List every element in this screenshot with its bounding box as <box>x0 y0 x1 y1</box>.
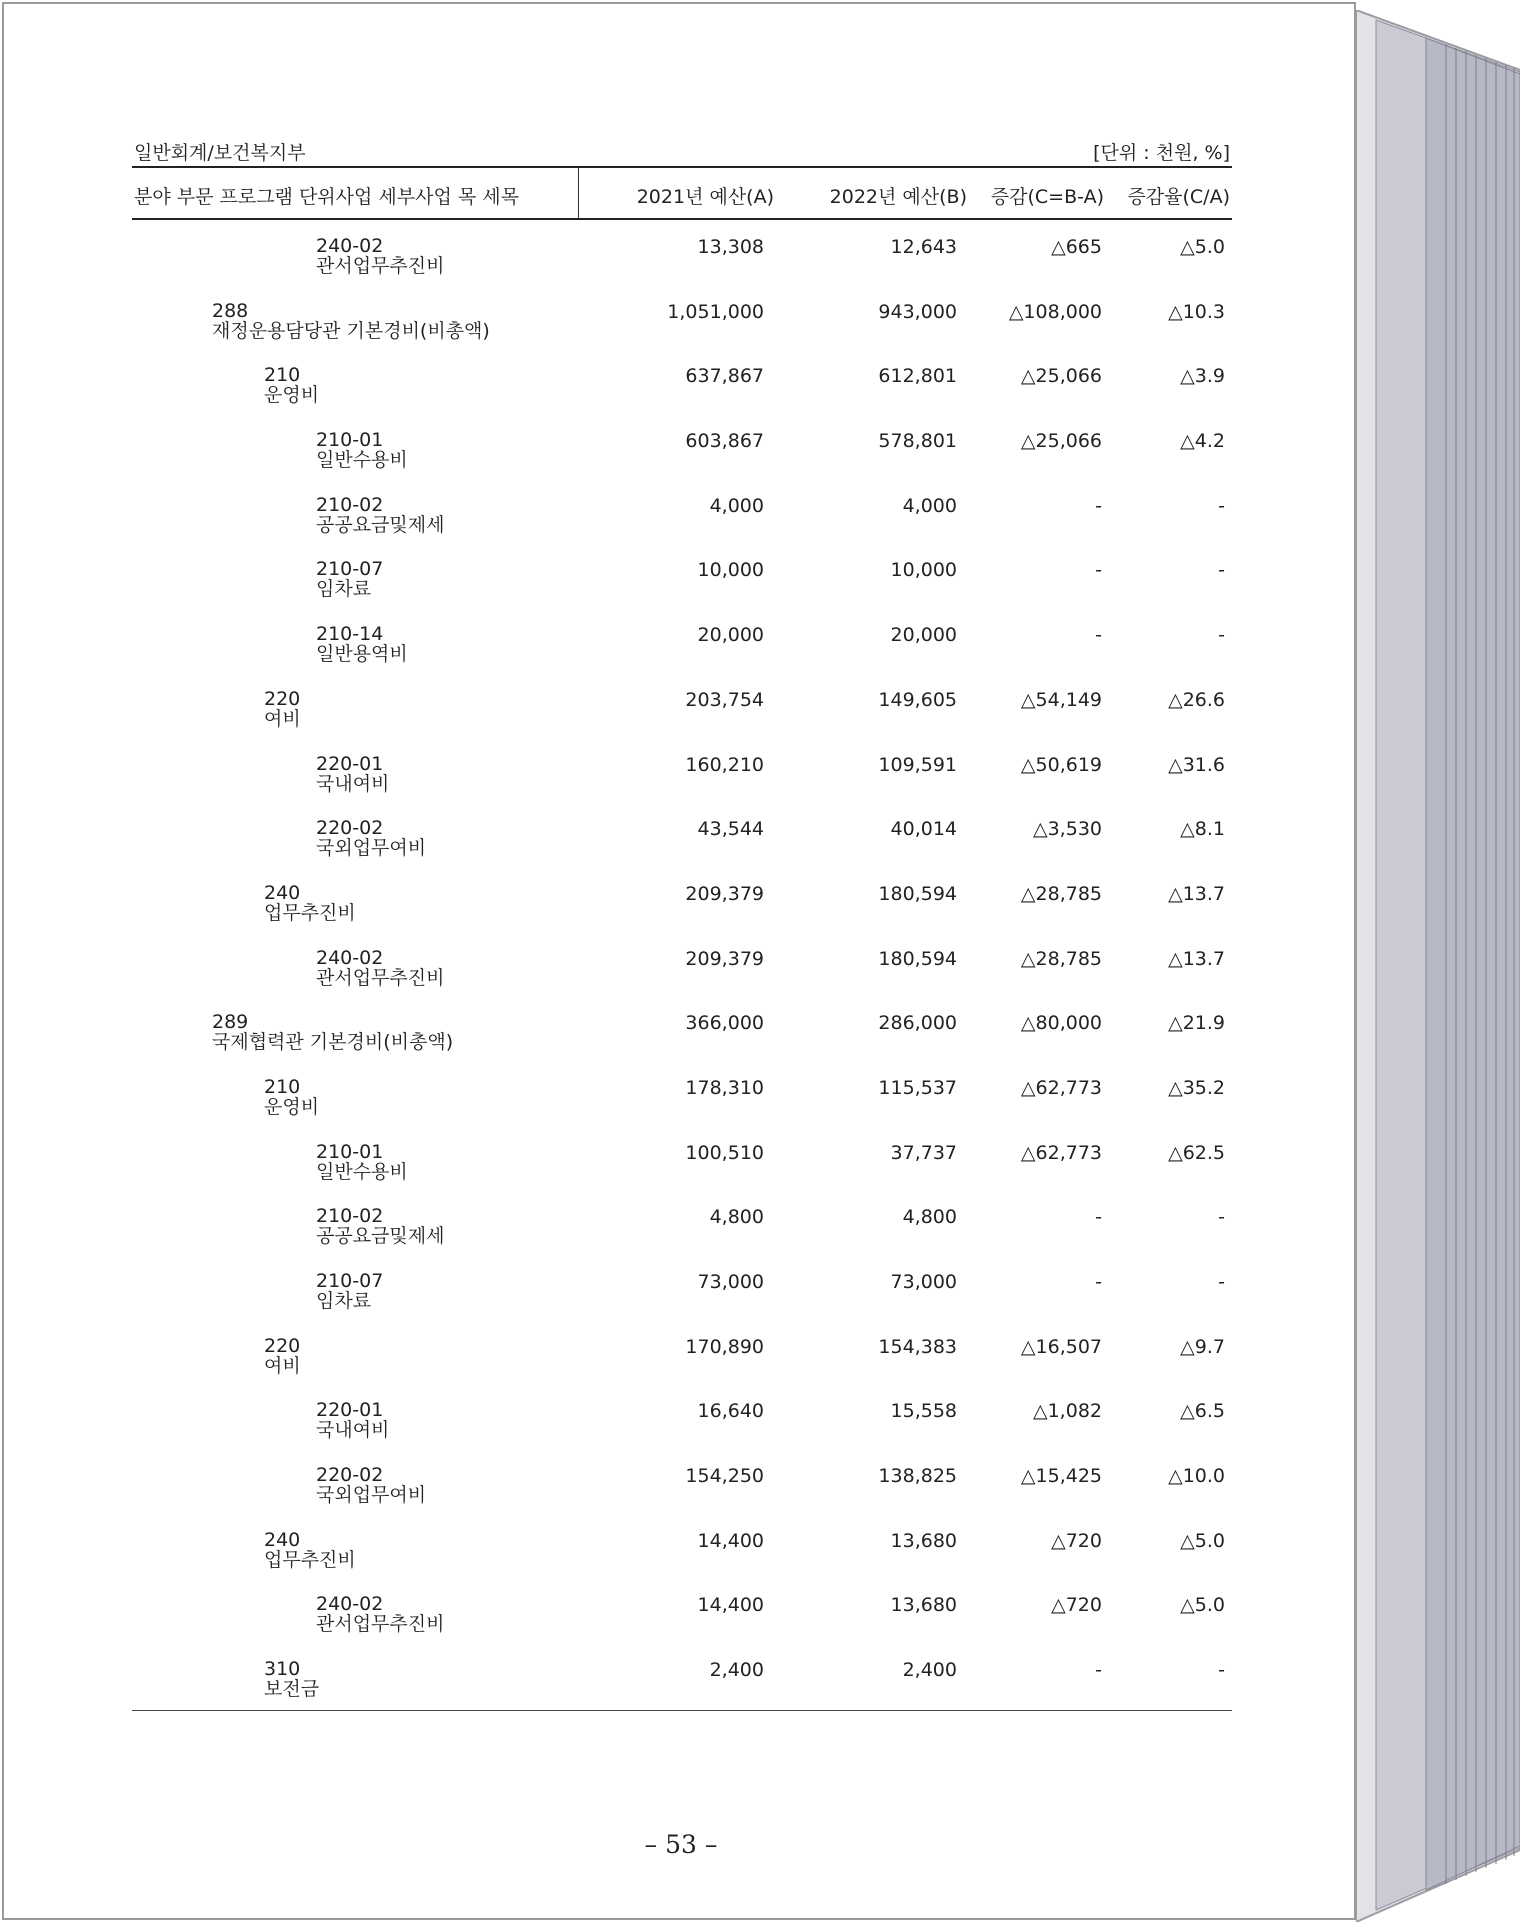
row-label <box>316 818 426 858</box>
row-name: 업무추진비 <box>264 1548 356 1571</box>
row-label <box>316 495 444 535</box>
table-header <box>132 168 1232 220</box>
budget-table <box>132 134 1232 1711</box>
row-name: 국내여비 <box>316 772 390 795</box>
table-row <box>132 349 1232 414</box>
table-row <box>132 1578 1232 1643</box>
change-rate-value: △8.1 <box>1180 818 1225 841</box>
change-value: △720 <box>1051 1594 1102 1617</box>
change-value: △28,785 <box>1020 947 1102 970</box>
budget-2021-value: 10,000 <box>697 559 764 582</box>
row-name: 국외업무여비 <box>316 1484 427 1507</box>
budget-2022-value: 138,825 <box>878 1465 957 1488</box>
row-label <box>264 1336 301 1376</box>
change-rate-value: △31.6 <box>1168 753 1225 776</box>
budget-2021-value: 13,308 <box>697 236 764 258</box>
table-row <box>132 1384 1232 1449</box>
budget-2021-value: 1,051,000 <box>667 300 764 323</box>
change-rate-value: △3.9 <box>1180 365 1225 388</box>
row-name: 공공요금및제세 <box>316 1225 445 1248</box>
change-rate-value: △26.6 <box>1168 688 1225 711</box>
row-name: 재정운용담당관 기본경비(비총액) <box>212 319 490 342</box>
table-row <box>132 285 1232 350</box>
row-label <box>316 236 444 276</box>
budget-2022-value: 109,591 <box>878 753 957 776</box>
table-row <box>132 802 1232 867</box>
change-value: - <box>1095 559 1102 582</box>
table-row <box>132 1126 1232 1191</box>
row-label <box>316 754 389 794</box>
budget-2021-value: 209,379 <box>685 882 764 905</box>
row-label <box>316 1465 426 1505</box>
change-rate-value: △10.0 <box>1168 1465 1225 1488</box>
row-name: 여비 <box>264 1354 301 1377</box>
change-rate-value: - <box>1218 1271 1225 1293</box>
row-code: 240 <box>264 881 301 904</box>
table-body <box>132 220 1232 1708</box>
row-name: 운영비 <box>264 384 320 407</box>
change-rate-value: - <box>1218 559 1225 582</box>
row-code: 220 <box>264 1334 301 1357</box>
row-code: 240-02 <box>316 235 384 257</box>
row-code: 210 <box>264 1075 301 1098</box>
row-name: 보전금 <box>264 1678 320 1701</box>
row-label <box>316 1400 389 1440</box>
budget-2021-value: 4,800 <box>709 1206 764 1229</box>
row-label <box>264 1530 356 1570</box>
change-value: △80,000 <box>1020 1012 1102 1035</box>
change-value: △720 <box>1051 1529 1102 1552</box>
change-value: △1,082 <box>1032 1400 1102 1423</box>
change-rate-value: △9.7 <box>1180 1335 1225 1358</box>
budget-2021-value: 73,000 <box>697 1271 764 1293</box>
budget-2021-value: 14,400 <box>697 1529 764 1552</box>
row-code: 210-07 <box>316 558 384 581</box>
table-row <box>132 543 1232 608</box>
change-value: - <box>1095 1659 1102 1682</box>
header-rate: 증감율(C/A) <box>1127 186 1230 208</box>
change-value: △108,000 <box>1008 300 1102 323</box>
budget-2021-value: 178,310 <box>685 1076 764 1099</box>
budget-2022-value: 180,594 <box>878 882 957 905</box>
header-2022: 2022년 예산(B) <box>829 186 967 208</box>
row-code: 210-01 <box>316 429 384 452</box>
budget-2022-value: 4,000 <box>902 494 957 517</box>
row-label <box>316 1142 408 1182</box>
budget-2021-value: 20,000 <box>697 624 764 647</box>
row-name: 국내여비 <box>316 1419 390 1442</box>
budget-2022-value: 149,605 <box>878 688 957 711</box>
budget-2022-value: 180,594 <box>878 947 957 970</box>
table-row <box>132 1449 1232 1514</box>
row-name: 국외업무여비 <box>316 837 427 860</box>
table-row <box>132 932 1232 997</box>
unit-label: [단위 : 천원, %] <box>1093 142 1230 164</box>
table-row <box>132 479 1232 544</box>
row-label <box>316 948 444 988</box>
row-label <box>316 624 408 664</box>
change-value: △25,066 <box>1020 430 1102 453</box>
row-label <box>264 689 301 729</box>
budget-2022-value: 115,537 <box>878 1076 957 1099</box>
table-row <box>132 1255 1232 1320</box>
change-value: - <box>1095 624 1102 647</box>
budget-2022-value: 12,643 <box>890 236 957 258</box>
table-bottom-rule <box>132 1710 1232 1711</box>
account-label: 일반회계/보건복지부 <box>134 142 306 164</box>
table-row <box>132 1061 1232 1126</box>
row-code: 220 <box>264 687 301 710</box>
budget-2022-value: 73,000 <box>890 1271 957 1293</box>
change-value: - <box>1095 1206 1102 1229</box>
change-value: △50,619 <box>1020 753 1102 776</box>
row-label <box>316 1206 444 1246</box>
change-rate-value: △35.2 <box>1168 1076 1225 1099</box>
budget-2022-value: 13,680 <box>890 1529 957 1552</box>
row-code: 210-02 <box>316 493 384 516</box>
change-rate-value: △4.2 <box>1180 430 1225 453</box>
budget-2021-value: 160,210 <box>685 753 764 776</box>
row-name: 일반수용비 <box>316 1160 408 1183</box>
change-value: △3,530 <box>1032 818 1102 841</box>
row-label <box>264 365 319 405</box>
budget-2022-value: 20,000 <box>890 624 957 647</box>
row-code: 240 <box>264 1528 301 1551</box>
row-name: 일반수용비 <box>316 449 408 472</box>
table-row <box>132 1514 1232 1579</box>
table-row <box>132 738 1232 803</box>
row-name: 관서업무추진비 <box>316 966 445 989</box>
header-2021: 2021년 예산(A) <box>636 186 774 208</box>
table-row <box>132 608 1232 673</box>
change-rate-value: △5.0 <box>1180 236 1225 258</box>
row-code: 210-01 <box>316 1140 384 1163</box>
row-name: 임차료 <box>316 1290 372 1312</box>
row-label <box>316 430 408 470</box>
budget-2021-value: 2,400 <box>709 1659 764 1682</box>
change-value: △25,066 <box>1020 365 1102 388</box>
budget-2022-value: 2,400 <box>902 1659 957 1682</box>
change-rate-value: - <box>1218 624 1225 647</box>
change-rate-value: △13.7 <box>1168 947 1225 970</box>
row-code: 220-01 <box>316 1399 384 1422</box>
budget-2021-value: 637,867 <box>685 365 764 388</box>
row-name: 관서업무추진비 <box>316 255 445 277</box>
table-meta <box>132 134 1232 166</box>
header-classification: 분야 부문 프로그램 단위사업 세부사업 목 세목 <box>134 186 519 208</box>
change-rate-value: △13.7 <box>1168 882 1225 905</box>
budget-2021-value: 43,544 <box>697 818 764 841</box>
table-row <box>132 1643 1232 1708</box>
header-diff: 증감(C=B-A) <box>990 186 1104 208</box>
row-name: 업무추진비 <box>264 901 356 924</box>
change-value: △665 <box>1051 236 1102 258</box>
book-page-edges <box>1356 10 1520 1922</box>
row-code: 210 <box>264 364 301 387</box>
row-label <box>212 1012 453 1052</box>
budget-2021-value: 603,867 <box>685 430 764 453</box>
budget-2022-value: 612,801 <box>878 365 957 388</box>
document-page <box>2 2 1356 1920</box>
row-name: 관서업무추진비 <box>316 1613 445 1636</box>
change-value: △28,785 <box>1020 882 1102 905</box>
row-label <box>264 1077 319 1117</box>
row-label <box>212 301 490 341</box>
row-code: 288 <box>212 299 249 322</box>
budget-2021-value: 154,250 <box>685 1465 764 1488</box>
change-rate-value: - <box>1218 1206 1225 1229</box>
budget-2022-value: 286,000 <box>878 1012 957 1035</box>
change-value: △16,507 <box>1020 1335 1102 1358</box>
row-code: 210-14 <box>316 623 384 646</box>
row-code: 289 <box>212 1011 249 1034</box>
budget-2022-value: 10,000 <box>890 559 957 582</box>
budget-2021-value: 100,510 <box>685 1141 764 1164</box>
change-value: - <box>1095 494 1102 517</box>
row-label <box>316 1271 383 1311</box>
row-code: 210-02 <box>316 1205 384 1228</box>
budget-2022-value: 37,737 <box>890 1141 957 1164</box>
change-rate-value: △5.0 <box>1180 1594 1225 1617</box>
budget-2022-value: 13,680 <box>890 1594 957 1617</box>
change-rate-value: △6.5 <box>1180 1400 1225 1423</box>
row-code: 310 <box>264 1658 301 1681</box>
row-name: 일반용역비 <box>316 643 408 666</box>
row-label <box>264 1659 319 1699</box>
change-rate-value: △21.9 <box>1168 1012 1225 1035</box>
budget-2021-value: 4,000 <box>709 494 764 517</box>
change-value: - <box>1095 1271 1102 1293</box>
change-rate-value: △5.0 <box>1180 1529 1225 1552</box>
budget-2022-value: 578,801 <box>878 430 957 453</box>
table-row <box>132 1190 1232 1255</box>
table-row <box>132 414 1232 479</box>
budget-2022-value: 154,383 <box>878 1335 957 1358</box>
change-rate-value: △10.3 <box>1168 300 1225 323</box>
table-row <box>132 673 1232 738</box>
budget-2022-value: 943,000 <box>878 300 957 323</box>
change-rate-value: - <box>1218 1659 1225 1682</box>
row-name: 공공요금및제세 <box>316 513 445 536</box>
table-row <box>132 220 1232 285</box>
row-label <box>264 883 356 923</box>
row-name: 운영비 <box>264 1095 320 1118</box>
change-value: △62,773 <box>1020 1076 1102 1099</box>
row-label <box>316 559 383 599</box>
change-rate-value: △62.5 <box>1168 1141 1225 1164</box>
table-row <box>132 1320 1232 1385</box>
budget-2021-value: 209,379 <box>685 947 764 970</box>
row-code: 220-02 <box>316 817 384 840</box>
budget-2022-value: 40,014 <box>890 818 957 841</box>
row-code: 220-02 <box>316 1464 384 1487</box>
row-label <box>316 1594 444 1634</box>
table-row <box>132 867 1232 932</box>
row-code: 240-02 <box>316 946 384 969</box>
table-row <box>132 996 1232 1061</box>
budget-2021-value: 203,754 <box>685 688 764 711</box>
page-number: – 53 – <box>644 1830 718 1859</box>
change-value: △54,149 <box>1020 688 1102 711</box>
budget-2022-value: 4,800 <box>902 1206 957 1229</box>
change-rate-value: - <box>1218 494 1225 517</box>
row-name: 임차료 <box>316 578 372 601</box>
row-name: 여비 <box>264 707 301 730</box>
budget-2021-value: 170,890 <box>685 1335 764 1358</box>
change-value: △62,773 <box>1020 1141 1102 1164</box>
change-value: △15,425 <box>1020 1465 1102 1488</box>
budget-2021-value: 16,640 <box>697 1400 764 1423</box>
budget-2021-value: 366,000 <box>685 1012 764 1035</box>
budget-2022-value: 15,558 <box>890 1400 957 1423</box>
row-code: 220-01 <box>316 752 384 775</box>
budget-2021-value: 14,400 <box>697 1594 764 1617</box>
header-divider <box>578 168 579 218</box>
row-code: 240-02 <box>316 1593 384 1616</box>
row-name: 국제협력관 기본경비(비총액) <box>212 1031 454 1054</box>
row-code: 210-07 <box>316 1270 384 1292</box>
